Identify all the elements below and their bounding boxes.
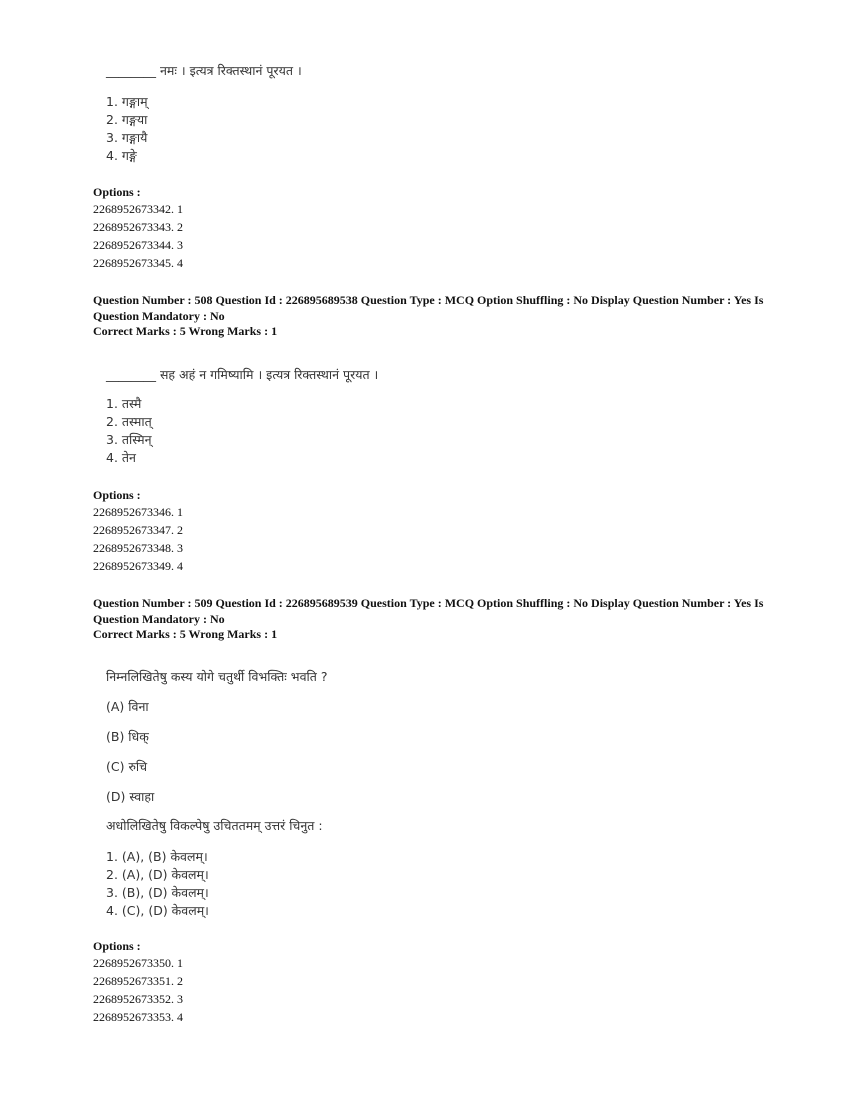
question-stem: निम्नलिखितेषु कस्य योगे चतुर्थी विभक्तिः भवति ? [106, 669, 328, 684]
option-id-row: 2268952673353. 4 [93, 1010, 183, 1024]
question-mandatory: Question Mandatory : No [93, 308, 225, 323]
option-id-row: 2268952673350. 1 [93, 956, 183, 970]
question-stem: ________ सह अहं न गमिष्यामि । इत्यत्र रिक्तस्थानं पूरयत । [106, 367, 379, 382]
question-508-meta [93, 293, 783, 340]
option-id-row: 2268952673346. 1 [93, 505, 183, 519]
options-heading: Options : [93, 939, 141, 953]
choice-4: 4. तेन [106, 450, 136, 465]
choice-4: 4. (C), (D) केवलम्। [106, 903, 209, 918]
question-509-meta [93, 596, 783, 643]
choice-2: 2. (A), (D) केवलम्। [106, 867, 209, 882]
marks-line: Correct Marks : 5 Wrong Marks : 1 [93, 627, 278, 641]
options-heading: Options : [93, 488, 141, 502]
choice-3: 3. तस्मिन् [106, 432, 152, 447]
option-id-row: 2268952673345. 4 [93, 256, 183, 270]
options-heading: Options : [93, 185, 141, 199]
option-id-row: 2268952673351. 2 [93, 974, 183, 988]
option-id-row: 2268952673342. 1 [93, 202, 183, 216]
statement-a: (A) विना [106, 699, 149, 714]
statement-d: (D) स्वाहा [106, 789, 155, 804]
question-meta-line: Question Number : 509 Question Id : 226895689539 Question Type : MCQ Option Shuffling : No Display Question Number : Yes Is [93, 596, 764, 610]
statement-c: (C) रुचि [106, 759, 148, 774]
question-mandatory: Question Mandatory : No [93, 611, 225, 626]
marks-line: Correct Marks : 5 Wrong Marks : 1 [93, 324, 278, 338]
statement-b: (B) धिक् [106, 729, 149, 744]
choice-1: 1. तस्मै [106, 396, 142, 411]
option-id-row: 2268952673352. 3 [93, 992, 183, 1006]
question-stem: ________ नमः । इत्यत्र रिक्तस्थानं पूरयत । [106, 63, 302, 78]
choice-1: 1. गङ्गाम् [106, 94, 148, 109]
choice-3: 3. (B), (D) केवलम्। [106, 885, 209, 900]
choice-4: 4. गङ्गे [106, 148, 137, 163]
option-id-row: 2268952673347. 2 [93, 523, 183, 537]
choice-1: 1. (A), (B) केवलम्। [106, 849, 208, 864]
option-id-row: 2268952673344. 3 [93, 238, 183, 252]
choice-2: 2. तस्मात् [106, 414, 152, 429]
instruction: अधोलिखितेषु विकल्पेषु उचिततमम् उत्तरं चिनुत : [106, 818, 323, 833]
option-id-row: 2268952673348. 3 [93, 541, 183, 555]
choice-2: 2. गङ्गया [106, 112, 148, 127]
option-id-row: 2268952673343. 2 [93, 220, 183, 234]
question-meta-line: Question Number : 508 Question Id : 226895689538 Question Type : MCQ Option Shuffling : No Display Question Number : Yes Is [93, 293, 764, 307]
choice-3: 3. गङ्गायै [106, 130, 148, 145]
option-id-row: 2268952673349. 4 [93, 559, 183, 573]
